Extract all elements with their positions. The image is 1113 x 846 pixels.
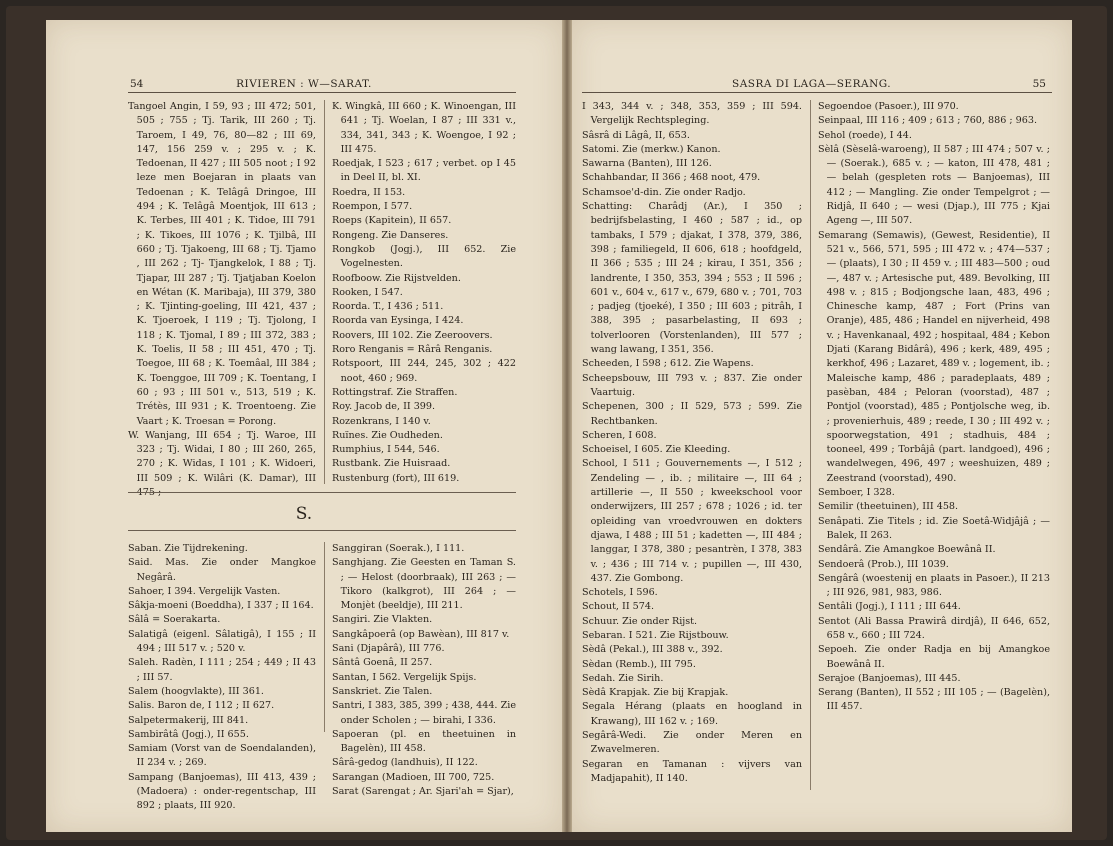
- left-column-divider-top: [324, 100, 325, 484]
- index-entry: Serang (Banten), II 552 ; III 105 ; — (Bagelèn), III 457.: [818, 687, 1050, 713]
- left-column-divider-bottom: [324, 542, 325, 732]
- index-entry: Semilir (theetuinen), III 458.: [818, 501, 959, 513]
- index-entry: Segoendoe (Pasoer.), III 970.: [818, 101, 959, 112]
- index-entry: Sèdâ Krapjak. Zie bij Krapjak.: [582, 687, 729, 699]
- index-entry: Sâlâ = Soerakarta.: [128, 614, 221, 626]
- index-entry: Tangoel Angin, I 59, 93 ; III 472; 501, 505 ; 755 ; Tj. Tarik, III 260 ; Tj. Taroem, I 49, 76, 80—82 ; III 69, 147, 156 259 v. ; 295 v. ; K. Tedoenan, II 427 ; III 505 noot ; I 92 leze men Boejaran in plaats van Tedoenan ; K. Telâgâ Dringoe, III 494 ; K. Telâgâ Moentjok, III 613 ; K. Terbes, III 401 ; K. Tidoe, III 791 ; K. Tikoes, III 1076 ; K. Tjilbâ, III 660 ; Tj. Tjakoeng, III 68 ; Tj. Tjamo , III 262 ; Tj- Tjangkelok, I 88 ; Tj. Tjapar, III 287 ; Tj. Tjatjaban Koelon en Wétan (K. Maribaja), III 379, 380 ; K. Tjinting-goeling, III 421, 437 ; K. Tjoeroek, I 119 ; Tj. Tjolong, I 118 ; K. Tjomal, I 89 ; III 372, 383 ; K. Toelis, II 58 ; III 451, 470 ; Tj. Toegoe, III 68 ; K. Toemâal, III 384 ; K. Toenggoe, III 709 ; K. Toentang, I 60 ; 93 ; III 501 v., 513, 519 ; K. Trétès, III 931 ; K. Troentoeng. Zie Vaart ; K. Troesan = Porong.: [128, 101, 316, 427]
- left-column-2: [332, 100, 516, 486]
- index-entry: Schoeisel, I 605. Zie Kleeding.: [582, 444, 731, 456]
- index-entry: Sedah. Zie Sirih.: [582, 672, 664, 684]
- index-entry: Seinpaal, III 116 ; 409 ; 613 ; 760, 886 ; 963.: [818, 115, 1038, 127]
- index-entry: Semarang (Semawis), (Gewest, Residentie), II 521 v., 566, 571, 595 ; III 472 v. ; 474—537 ; — (plaats), I 30 ; II 459 v. ; III 483—500 ; oud —, 487 v. ; Artesische put, 489. Bevolking, III 498 v. ; 815 ; Bodjongsche laan, 483, 496 ; Chinesche kamp, 487 ; Fort (Prins van Oranje), 485, 486 ; Handel en nijverheid, 498 v. ; Havenkanaal, 492 ; hospitaal, 484 ; Kebon Djati (Karang Bidârâ), 496 ; kerk, 489, 495 ; kerkhof, 496 ; Lazaret, 489 v. ; logement, ib. ; Maleische kamp, 486 ; paradeplaats, 489 ; pasèban, 484 ; Peloran (voorstad), 487 ; Pontjol (voorstad), 485 ; Pontjolsche weg, ib. ; provenierhuis, 489 ; reede, I 30 ; III 492 v. ; spoorwegstation, 491 ; stadhuis, 484 ; tooneel, 499 ; Torbâjâ (part. landgoed), 496 ; wandelwegen, 496, 497 ; weeshuizen, 489 ; Zeestrand (voorstad), 490.: [818, 229, 1050, 484]
- index-entry: Segârâ-Wedi. Zie onder Meren en Zwavelmeren.: [582, 730, 802, 756]
- book-gutter: [562, 20, 572, 832]
- index-entry: Salis. Baron de, I 112 ; II 627.: [128, 700, 275, 712]
- index-entry: Schuur. Zie onder Rijst.: [582, 615, 698, 627]
- index-entry: Rongkob (Jogj.), III 652. Zie Vogelnesten.: [332, 243, 516, 270]
- index-entry: Senâpati. Zie Titels ; id. Zie Soetâ-Widjâjâ ; — Balek, II 263.: [818, 515, 1050, 541]
- index-entry: Ruïnes. Zie Oudheden.: [332, 429, 443, 441]
- index-entry: Rumphius, I 544, 546.: [332, 444, 440, 456]
- left-page-number: 54: [130, 78, 144, 90]
- index-entry: Sani (Djapârâ), III 776.: [332, 643, 445, 655]
- section-rule-top: [128, 492, 516, 493]
- index-entry: Sendârâ. Zie Amangkoe Boewânâ II.: [818, 544, 996, 556]
- index-entry: Sendoerâ (Prob.), III 1039.: [818, 558, 949, 570]
- index-entry: Sarat (Sarengat ; Ar. Sjari'ah = Sjar),: [332, 786, 514, 798]
- index-entry: Roro Renganis = Rârâ Renganis.: [332, 344, 493, 356]
- index-entry: Sentot (Ali Bassa Prawirâ dirdjâ), II 646, 652, 658 v., 660 ; III 724.: [818, 615, 1050, 641]
- index-entry: Schamsoe'd-din. Zie onder Radjo.: [582, 186, 746, 198]
- right-page-number: 55: [1032, 78, 1046, 90]
- index-entry: Sangkâpoerâ (op Bawèan), III 817 v.: [332, 628, 510, 640]
- index-entry: Segaran en Tamanan : vijvers van Madjapahit), II 140.: [582, 758, 802, 784]
- index-entry: Schepenen, 300 ; II 529, 573 ; 599. Zie Rechtbanken.: [582, 401, 802, 427]
- index-entry: Roovers, III 102. Zie Zeeroovers.: [332, 329, 493, 341]
- left-running-head: RIVIEREN : W—SARAT.: [236, 78, 372, 90]
- index-entry: Satomi. Zie (merkw.) Kanon.: [582, 143, 721, 155]
- index-entry: Sampang (Banjoemas), III 413, 439 ; (Madoera) : onder-regentschap, III 892 ; plaats, III 920.: [128, 771, 316, 812]
- index-entry: Sambirâtâ (Jogj.), II 655.: [128, 728, 249, 740]
- index-entry: Serajoe (Banjoemas), III 445.: [818, 672, 961, 684]
- section-letter-s: S.: [295, 504, 313, 524]
- index-entry: Schout, II 574.: [582, 601, 655, 613]
- index-entry: Santri, I 383, 385, 399 ; 438, 444. Zie onder Scholen ; — birahi, I 336.: [332, 700, 516, 726]
- index-entry: Sârâ-gedog (landhuis), II 122.: [332, 757, 478, 769]
- index-entry: Santan, I 562. Vergelijk Spijs.: [332, 671, 477, 683]
- index-entry: Rustbank. Zie Huisraad.: [332, 458, 451, 470]
- index-entry: Samiam (Vorst van de Soendalanden), II 234 v. ; 269.: [128, 743, 316, 769]
- index-entry: Sâsrâ di Lâgâ, II, 653.: [582, 129, 690, 141]
- right-running-head: SASRA DI LAGA—SERANG.: [732, 78, 892, 90]
- index-entry: Sawarna (Banten), III 126.: [582, 158, 712, 170]
- index-entry: Sanggiran (Soerak.), I 111.: [332, 543, 465, 554]
- left-column-3: [128, 542, 316, 814]
- index-entry: Sanskriet. Zie Talen.: [332, 685, 433, 697]
- index-entry: Said. Mas. Zie onder Mangkoe Negârâ.: [128, 557, 316, 583]
- index-entry: Sangiri. Zie Vlakten.: [332, 614, 433, 626]
- index-entry: Rustenburg (fort), III 619.: [332, 472, 460, 484]
- right-column-2: [818, 100, 1050, 715]
- index-entry: Rotspoort, III 244, 245, 302 ; 422 noot, 460 ; 969.: [332, 358, 516, 384]
- left-page: [46, 20, 562, 832]
- index-entry: Saleh. Radèn, I 111 ; 254 ; 449 ; II 43 ; III 57.: [128, 657, 316, 683]
- index-entry: Salem (hoogvlakte), III 361.: [128, 685, 264, 697]
- section-rule-bottom: [128, 530, 516, 531]
- index-entry: Scheepsbouw, III 793 v. ; 837. Zie onder Vaartuig.: [582, 372, 802, 398]
- right-head-rule: [582, 92, 1052, 93]
- left-column-1: [128, 100, 316, 500]
- index-entry: Rooken, I 547.: [332, 286, 403, 298]
- index-entry: Schahbandar, II 366 ; 468 noot, 479.: [582, 172, 761, 184]
- index-entry: Roorda. T., I 436 ; 511.: [332, 301, 444, 313]
- index-entry: Rozenkrans, I 140 v.: [332, 415, 431, 427]
- index-entry: Segala Hérang (plaats en hoogland in Krawang), III 162 v. ; 169.: [582, 701, 802, 727]
- index-entry: Saban. Zie Tijdrekening.: [128, 543, 248, 554]
- index-entry: Rongeng. Zie Danseres.: [332, 229, 449, 241]
- right-column-divider: [810, 100, 811, 790]
- index-entry: Semboer, I 328.: [818, 487, 895, 499]
- index-entry: Roorda van Eysinga, I 424.: [332, 315, 464, 327]
- index-entry: Salatigâ (eigenl. Sâlatigâ), I 155 ; II 494 ; III 517 v. ; 520 v.: [128, 628, 316, 655]
- index-entry: Roempon, I 577.: [332, 201, 413, 213]
- index-entry: K. Wingkâ, III 660 ; K. Winoengan, III 641 ; Tj. Woelan, I 87 ; III 331 v., 334, 341, 343 ; K. Woengoe, I 92 ; III 475.: [332, 101, 516, 155]
- index-entry: Roofboow. Zie Rijstvelden.: [332, 272, 461, 284]
- index-entry: Sapoeran (pl. en theetuinen in Bagelèn), III 458.: [332, 728, 516, 755]
- index-entry: Roeps (Kapitein), II 657.: [332, 215, 452, 227]
- index-entry: School, I 511 ; Gouvernements —, I 512 ; Zendeling — , ib. ; militaire —, III 64 ; artillerie —, II 550 ; kweekschool voor onderwijzers, III 257 ; 678 ; 1026 ; id. ter opleiding van vroedvrouwen en dokters djawa, I 488 ; III 51 ; kadetten —, III 484 ; langgar, I 378, 380 ; pesantrèn, I 378, 383 v. ; 436 ; III 714 v. ; pupillen —, III 430, 437. Zie Gombong.: [582, 458, 802, 584]
- index-entry: Sântâ Goenâ, II 257.: [332, 657, 433, 669]
- index-entry: Sehol (roede), I 44.: [818, 129, 912, 141]
- index-entry: Sèlâ (Sèselâ-waroeng), II 587 ; III 474 ; 507 v. ; — (Soerak.), 685 v. ; — katon, III 478, 481 ; — belah (gespleten rots — Banjoemas), III 412 ; — Mangling. Zie onder Tempelgrot ; — Ridjâ, II 640 ; — wesi (Djap.), III 775 ; Kjai Ageng —, III 507.: [818, 143, 1050, 227]
- index-entry: Sèdâ (Pekal.), III 388 v., 392.: [582, 644, 723, 656]
- index-entry: Schatting: Charâdj (Ar.), I 350 ; bedrijfsbelasting, I 460 ; 587 ; id., op tambaks, I 579 ; djakat, I 378, 379, 386, 398 ; familiegeld, II 606, 618 ; hoofdgeld, II 366 ; 535 ; III 24 ; kirau, I 351, 356 ; landrente, I 350, 353, 394 ; 553 ; II 596 ; 601 v., 604 v., 617 v., 679, 680 v. ; 701, 703 ; padjeg (tjoeké), I 350 ; III 603 ; pitrâh, I 388, 395 ; pasarbelasting, II 693 ; tolverlooren (Vorstenlanden), III 577 ; wang lawang, I 351, 356.: [582, 201, 802, 356]
- index-entry: Rottingstraf. Zie Straffen.: [332, 386, 458, 398]
- left-head-rule: [128, 92, 516, 93]
- index-entry: Scheeden, I 598 ; 612. Zie Wapens.: [582, 358, 754, 370]
- index-entry: Sarangan (Madioen, III 700, 725.: [332, 771, 495, 783]
- left-column-4: [332, 542, 516, 799]
- index-entry: Sèdan (Remb.), III 795.: [582, 658, 696, 670]
- index-entry: Sengârâ (woestenij en plaats in Pasoer.), II 213 ; III 926, 981, 983, 986.: [818, 572, 1050, 599]
- open-book: [6, 6, 1107, 840]
- index-entry: Scheren, I 608.: [582, 429, 657, 441]
- right-column-1: [582, 100, 802, 786]
- index-entry: Sanghjang. Zie Geesten en Taman S. ; — Helost (doorbraak), III 263 ; — Tikoro (kalkgrot), III 264 ; — Monjèt (beeldje), III 211.: [332, 557, 516, 612]
- index-entry: Sahoer, I 394. Vergelijk Vasten.: [128, 585, 281, 597]
- index-entry: Roedjak, I 523 ; 617 ; verbet. op I 45 in Deel II, bl. XI.: [332, 158, 516, 184]
- index-entry: W. Wanjang, III 654 ; Tj. Waroe, III 323 ; Tj. Widai, I 80 ; III 260, 265, 270 ; K. Widas, I 101 ; K. Widoeri, III 509 ; K. Wilâri (K. Damar), III: [128, 429, 316, 484]
- index-entry: Sebaran. I 521. Zie Rijstbouw.: [582, 629, 729, 641]
- index-entry: Schotels, I 596.: [582, 587, 658, 599]
- index-entry: Salpetermakerij, III 841.: [128, 714, 249, 726]
- index-entry: Roy. Jacob de, II 399.: [332, 401, 436, 413]
- index-entry: Sentâli (Jogj.), I 111 ; III 644.: [818, 601, 961, 613]
- index-entry: I 343, 344 v. ; 348, 353, 359 ; III 594. Vergelijk Rechtspleging.: [582, 101, 802, 127]
- index-entry: Sepoeh. Zie onder Radja en bij Amangkoe Boewânâ II.: [818, 644, 1050, 670]
- index-entry: Roedra, II 153.: [332, 186, 406, 198]
- right-page: [572, 20, 1072, 832]
- index-entry: Sâkja-moeni (Boeddha), I 337 ; II 164.: [128, 600, 314, 612]
